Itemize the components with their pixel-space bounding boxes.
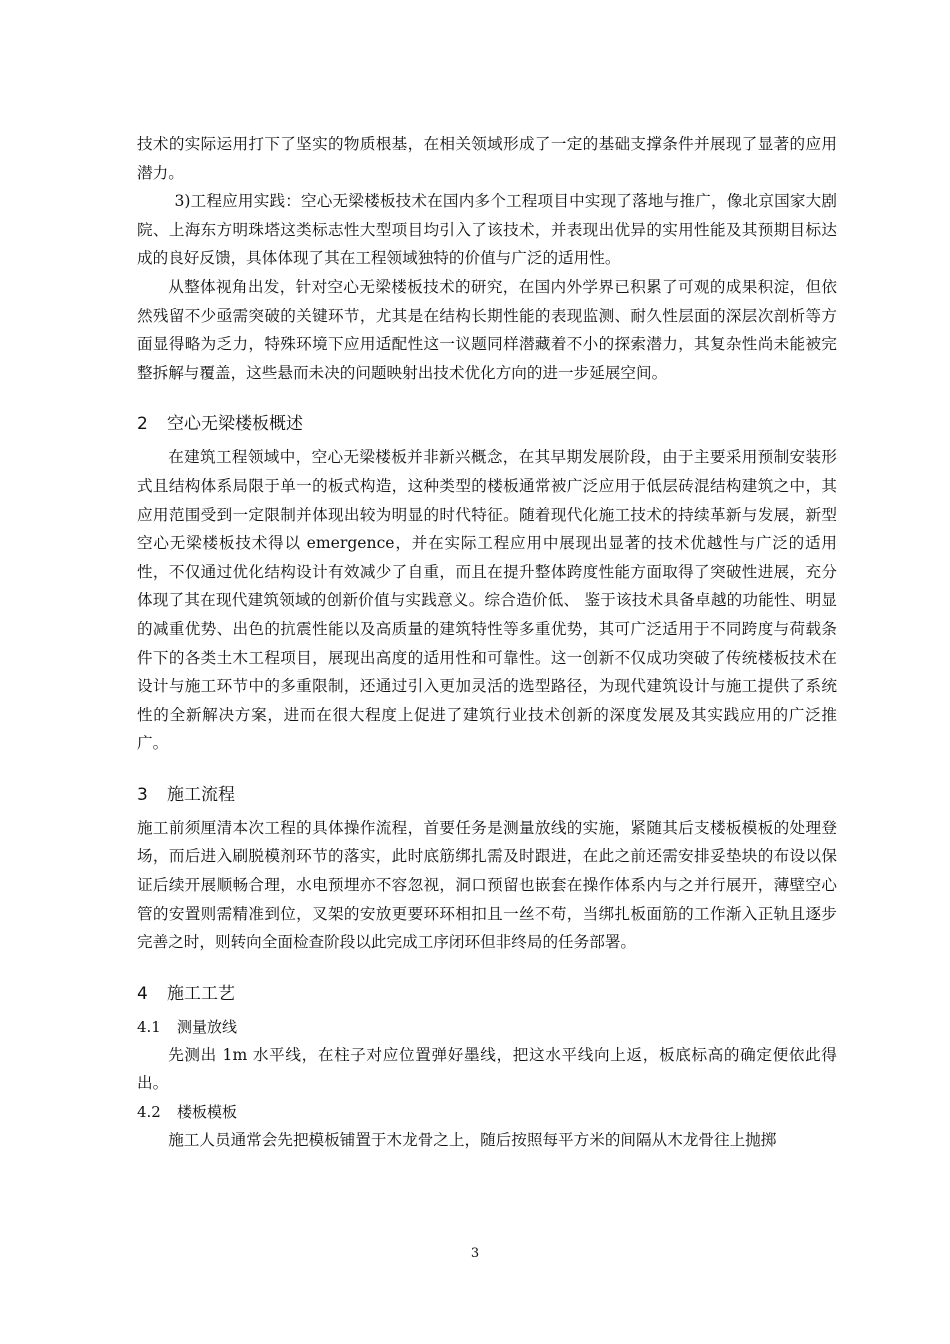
- subsection-4-2-number: 4.2: [137, 1103, 161, 1122]
- section-3-title: 施工流程: [167, 784, 235, 805]
- section-4-number: 4: [137, 983, 148, 1004]
- subsection-4-1-body: 先测出 1m 水平线，在柱子对应位置弹好墨线，把这水平线向上返，板底标高的确定便依此得出。: [137, 1045, 837, 1093]
- subsection-4-1-heading: [137, 1013, 837, 1041]
- subsection-4-1-title: 测量放线: [177, 1017, 238, 1036]
- page-number: 3: [470, 1246, 480, 1261]
- section-2-body: 在建筑工程领域中，空心无梁楼板并非新兴概念，在其早期发展阶段，由于主要采用预制安装形式且结构体系局限于单一的板式构造，这种类型的楼板通常被广泛应用于低层砖混结构建筑之中，其应用范围受到一定限制并体现出较为明显的时代特征。随着现代化施工技术的持续革新与发展，新型空心无梁楼板技术得以 emergence，并在实际工程应用中展现出显著的技术优越性与广泛的适用性，不仅通过优化结构设计有效减少了自重，而且在提升整体跨度性能方面取得了突破性进展，充分体现了其在现代建筑领域的创新价值与实践意义。综合造价低、 鉴于该技术具备卓越的功能性、明显的减重优势、出色的抗震性能以及高质量的建筑特性等多重优势，其可广泛适用于不同跨度与荷载条件下的各类土木工程项目，展现出高度的适用性和可靠性。这一创新不仅成功突破了传统楼板技术在设计与施工环节中的多重限制，还通过引入更加灵活的选型路径，为现代建筑设计与施工提供了系统性的全新解决方案，进而在很大程度上促进了建筑行业技术创新的深度发展及其实践应用的广泛推广。: [137, 448, 837, 753]
- section-4-title: 施工工艺: [167, 983, 235, 1004]
- section-4-heading: [137, 979, 837, 1009]
- section-2-number: 2: [137, 414, 148, 435]
- subsection-4-2-heading: [137, 1098, 837, 1126]
- section-2-heading: [137, 409, 837, 439]
- paragraph-summary: 从整体视角出发，针对空心无梁楼板技术的研究，在国内外学界已积累了可观的成果积淀，但依然残留不少亟需突破的关键环节，尤其是在结构长期性能的表现监测、耐久性层面的深层次剖析等方面显得略为乏力，特殊环境下应用适配性这一议题同样潜藏着不小的探索潜力，其复杂性尚未能被完整拆解与覆盖，这些悬而未决的问题映射出技术优化方向的进一步延展空间。: [137, 277, 837, 382]
- paragraph-item-3: 3)工程应用实践：空心无梁楼板技术在国内多个工程项目中实现了落地与推广，像北京国家大剧院、上海东方明珠塔这类标志性大型项目均引入了该技术，并表现出优异的实用性能及其预期目标达成的良好反馈，具体体现了其在工程领域独特的价值与广泛的适用性。: [137, 192, 837, 268]
- section-3-heading: [137, 780, 837, 810]
- subsection-4-2-body: 施工人员通常会先把模板铺置于木龙骨之上，随后按照每平方米的间隔从木龙骨往上抛掷: [168, 1131, 777, 1150]
- subsection-4-2-title: 楼板模板: [177, 1103, 238, 1122]
- subsection-4-1-number: 4.1: [137, 1017, 161, 1036]
- section-3-body: 施工前须厘清本次工程的具体操作流程，首要任务是测量放线的实施，紧随其后支楼板模板的处理登场，而后进入刷脱模剂环节的落实，此时底筋绑扎需及时跟进，在此之前还需安排妥垫块的布设以保证后续开展顺畅合理，水电预埋亦不容忽视，洞口预留也嵌套在操作体系内与之并行展开，薄壁空心管的安置则需精准到位，叉架的安放更要环环相扣且一丝不苟，当绑扎板面筋的工作渐入正轨且逐步完善之时，则转向全面检查阶段以此完成工序闭环但非终局的任务部署。: [137, 818, 837, 952]
- section-3-number: 3: [137, 784, 148, 805]
- paragraph-continuation: 技术的实际运用打下了坚实的物质根基，在相关领域形成了一定的基础支撑条件并展现了显著的应用潜力。: [137, 135, 837, 182]
- section-2-title: 空心无梁楼板概述: [167, 414, 303, 435]
- document-page: [137, 130, 837, 1155]
